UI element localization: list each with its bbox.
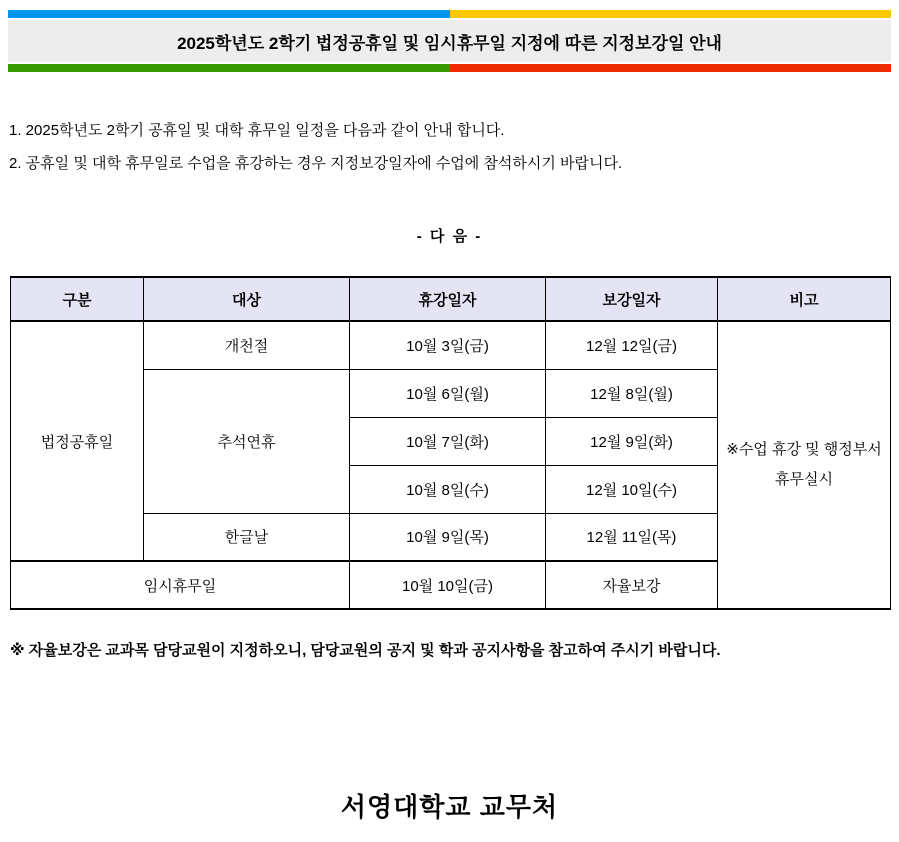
cell-target-1: 추석연휴 <box>144 369 350 513</box>
bottom-accent-bar <box>8 64 891 72</box>
holiday-table <box>10 276 891 610</box>
cell-off-date-1: 10월 6일(월) <box>350 369 546 417</box>
blue-bar-segment <box>8 10 450 18</box>
intro-text <box>9 121 891 174</box>
section-divider: - 다 음 - <box>416 228 483 245</box>
green-bar-segment <box>8 64 450 72</box>
cell-makeup-date-2: 12월 9일(화) <box>546 417 718 465</box>
cell-remark <box>718 321 891 609</box>
cell-makeup-date-1: 12월 8일(월) <box>546 369 718 417</box>
col-header-off-date: 휴강일자 <box>350 277 546 321</box>
top-accent-bar <box>8 10 891 18</box>
table-row <box>11 321 891 369</box>
cell-off-date-0: 10월 3일(금) <box>350 321 546 369</box>
remark-line-2: 휴무실시 <box>775 471 833 488</box>
cell-makeup-date-4: 12월 11일(목) <box>546 513 718 561</box>
header-banner <box>8 10 891 72</box>
yellow-bar-segment <box>450 10 892 18</box>
cell-category-temporary: 임시휴무일 <box>11 561 350 609</box>
red-bar-segment <box>450 64 892 72</box>
cell-target-0: 개천절 <box>144 321 350 369</box>
title-bar <box>8 20 891 62</box>
notice-document <box>0 10 899 842</box>
cell-target-4: 한글날 <box>144 513 350 561</box>
col-header-target: 대상 <box>144 277 350 321</box>
cell-off-date-2: 10월 7일(화) <box>350 417 546 465</box>
cell-off-date-5: 10월 10일(금) <box>350 561 546 609</box>
remark-line-1: ※수업 휴강 및 행정부서 <box>726 441 882 458</box>
intro-line-2: 2. 공휴일 및 대학 휴무일로 수업을 휴강하는 경우 지정보강일자에 수업에 참석하시기 바랍니다. <box>9 155 623 172</box>
table-header-row <box>11 277 891 321</box>
col-header-remark: 비고 <box>718 277 891 321</box>
cell-makeup-date-3: 12월 10일(수) <box>546 465 718 513</box>
cell-off-date-4: 10월 9일(목) <box>350 513 546 561</box>
cell-category-statutory: 법정공휴일 <box>11 321 144 561</box>
col-header-category: 구분 <box>11 277 144 321</box>
notice-title: 2025학년도 2학기 법정공휴일 및 임시휴무일 지정에 따른 지정보강일 안내 <box>177 33 722 53</box>
cell-off-date-3: 10월 8일(수) <box>350 465 546 513</box>
intro-line-1: 1. 2025학년도 2학기 공휴일 및 대학 휴무일 일정을 다음과 같이 안내 합니다. <box>9 122 505 139</box>
signature: 서영대학교 교무처 <box>340 792 559 822</box>
cell-makeup-date-5: 자율보강 <box>546 561 718 609</box>
cell-makeup-date-0: 12월 12일(금) <box>546 321 718 369</box>
col-header-makeup-date: 보강일자 <box>546 277 718 321</box>
footnote: ※ 자율보강은 교과목 담당교원이 지정하오니, 담당교원의 공지 및 학과 공지사항을 참고하여 주시기 바랍니다. <box>10 642 721 659</box>
